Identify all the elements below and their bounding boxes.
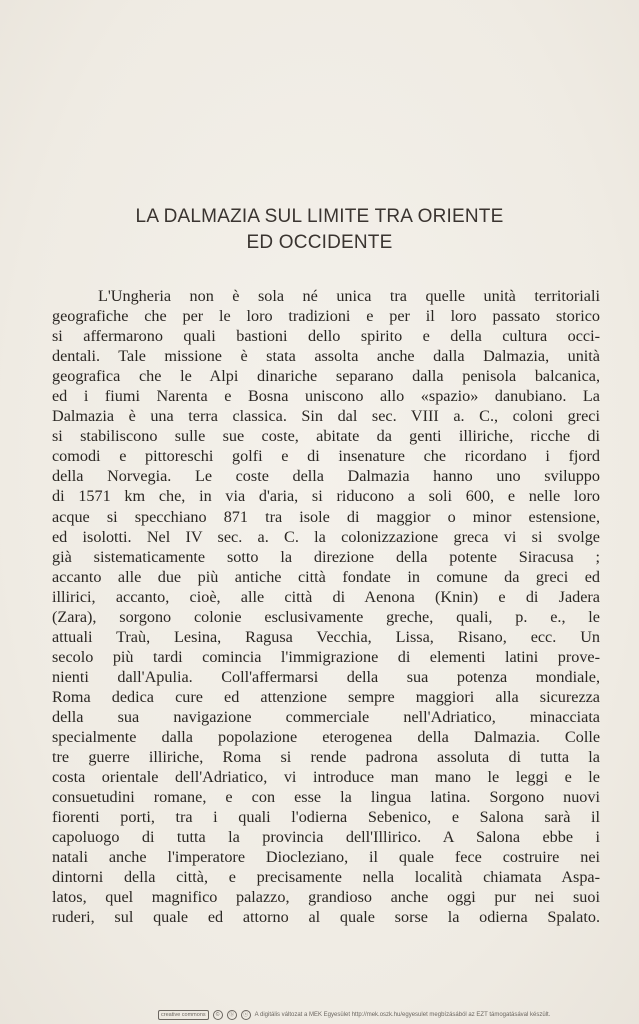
text-line: dintorni della città, e precisamente nella località chiamata Aspa-: [52, 868, 600, 887]
text-line: ed i fiumi Narenta e Bosna uniscono allo «spazio» danubiano. La: [52, 387, 600, 406]
cc-by-icon: ⓑ: [227, 1010, 237, 1020]
text-line: capoluogo di tutta la provincia dell'Illirico. A Salona ebbe i: [52, 828, 600, 847]
text-line: dentali. Tale missione è stata assolta anche dalla Dalmazia, unità: [52, 347, 600, 366]
text-line: si affermarono quali bastioni dello spirito e della cultura occi-: [52, 327, 600, 346]
title-line-1: LA DALMAZIA SUL LIMITE TRA ORIENTE: [135, 206, 504, 227]
text-line: ruderi, sul quale ed attorno al quale sorse la odierna Spalato.: [52, 908, 600, 927]
text-line: fiorenti porti, tra i quali l'odierna Sebenico, e Salona sarà il: [52, 808, 600, 827]
page-title: [0, 204, 639, 256]
text-line: già sistematicamente sotto la direzione della potente Siracusa ;: [52, 547, 600, 566]
text-line: Dalmazia è una terra classica. Sin dal sec. VIII a. C., coloni greci: [52, 407, 600, 426]
creative-commons-badge[interactable]: creative commons: [158, 1010, 209, 1020]
text-line: geografiche che per le loro tradizioni e per il loro passato storico: [52, 307, 600, 326]
text-line: secolo più tardi comincia l'immigrazione di elementi latini prove-: [52, 647, 600, 666]
text-line: ed isolotti. Nel IV sec. a. C. la colonizzazione greca vi si svolge: [52, 527, 600, 546]
license-footer: [158, 1009, 550, 1021]
text-line: specialmente dalla popolazione eterogenea della Dalmazia. Colle: [52, 728, 600, 747]
text-line: comodi e pittoreschi golfi e di insenature che ricordano i fjord: [52, 447, 600, 466]
text-line: geografica che le Alpi dinariche separano dalla penisola balcanica,: [52, 367, 600, 386]
text-line: della Norvegia. Le coste della Dalmazia hanno uno sviluppo: [52, 467, 600, 486]
text-line: attuali Traù, Lesina, Ragusa Vecchia, Lissa, Risano, ecc. Un: [52, 627, 600, 646]
text-line: accanto alle due più antiche città fondate in comune da greci ed: [52, 567, 600, 586]
text-line: latos, quel magnifico palazzo, grandioso anche oggi pur nei suoi: [52, 888, 600, 907]
cc-sa-icon: ⓢ: [241, 1010, 251, 1020]
body-text: [52, 286, 600, 928]
text-line: della sua navigazione commerciale nell'Adriatico, minacciata: [52, 707, 600, 726]
text-line: acque si specchiano 871 tra isole di maggior o minor estensione,: [52, 507, 600, 526]
text-line: natali anche l'imperatore Diocleziano, il quale fece costruire nei: [52, 848, 600, 867]
text-line: (Zara), sorgono colonie esclusivamente greche, quali, p. e., le: [52, 607, 600, 626]
text-line: consuetudini romane, e con esse la lingua latina. Sorgono nuovi: [52, 788, 600, 807]
cc-copyright-icon: ©: [213, 1010, 223, 1020]
title-line-2: ED OCCIDENTE: [246, 232, 393, 253]
text-line: Roma dedica cure ed attenzione sempre maggiori alla sicurezza: [52, 687, 600, 706]
text-line: si stabiliscono sulle sue coste, abitate da genti illiriche, ricche di: [52, 427, 600, 446]
text-line: costa orientale dell'Adriatico, vi introduce man mano le leggi e le: [52, 768, 600, 787]
text-line: tre guerre illiriche, Roma si rende padrona assoluta di tutta la: [52, 748, 600, 767]
text-line: L'Ungheria non è sola né unica tra quelle unità territoriali: [98, 287, 600, 305]
text-line: di 1571 km che, in via d'aria, si riducono a soli 600, e nelle loro: [52, 487, 600, 506]
text-line: nienti dall'Apulia. Coll'affermarsi della sua potenza mondiale,: [52, 667, 600, 686]
license-text: A digitális változat a MEK Egyesület http://mek.oszk.hu/egyesulet megbízásából az EZT támogatásával készült.: [254, 1012, 551, 1018]
text-line: illirici, accanto, cioè, alle città di Aenona (Knin) e di Jadera: [52, 587, 600, 606]
